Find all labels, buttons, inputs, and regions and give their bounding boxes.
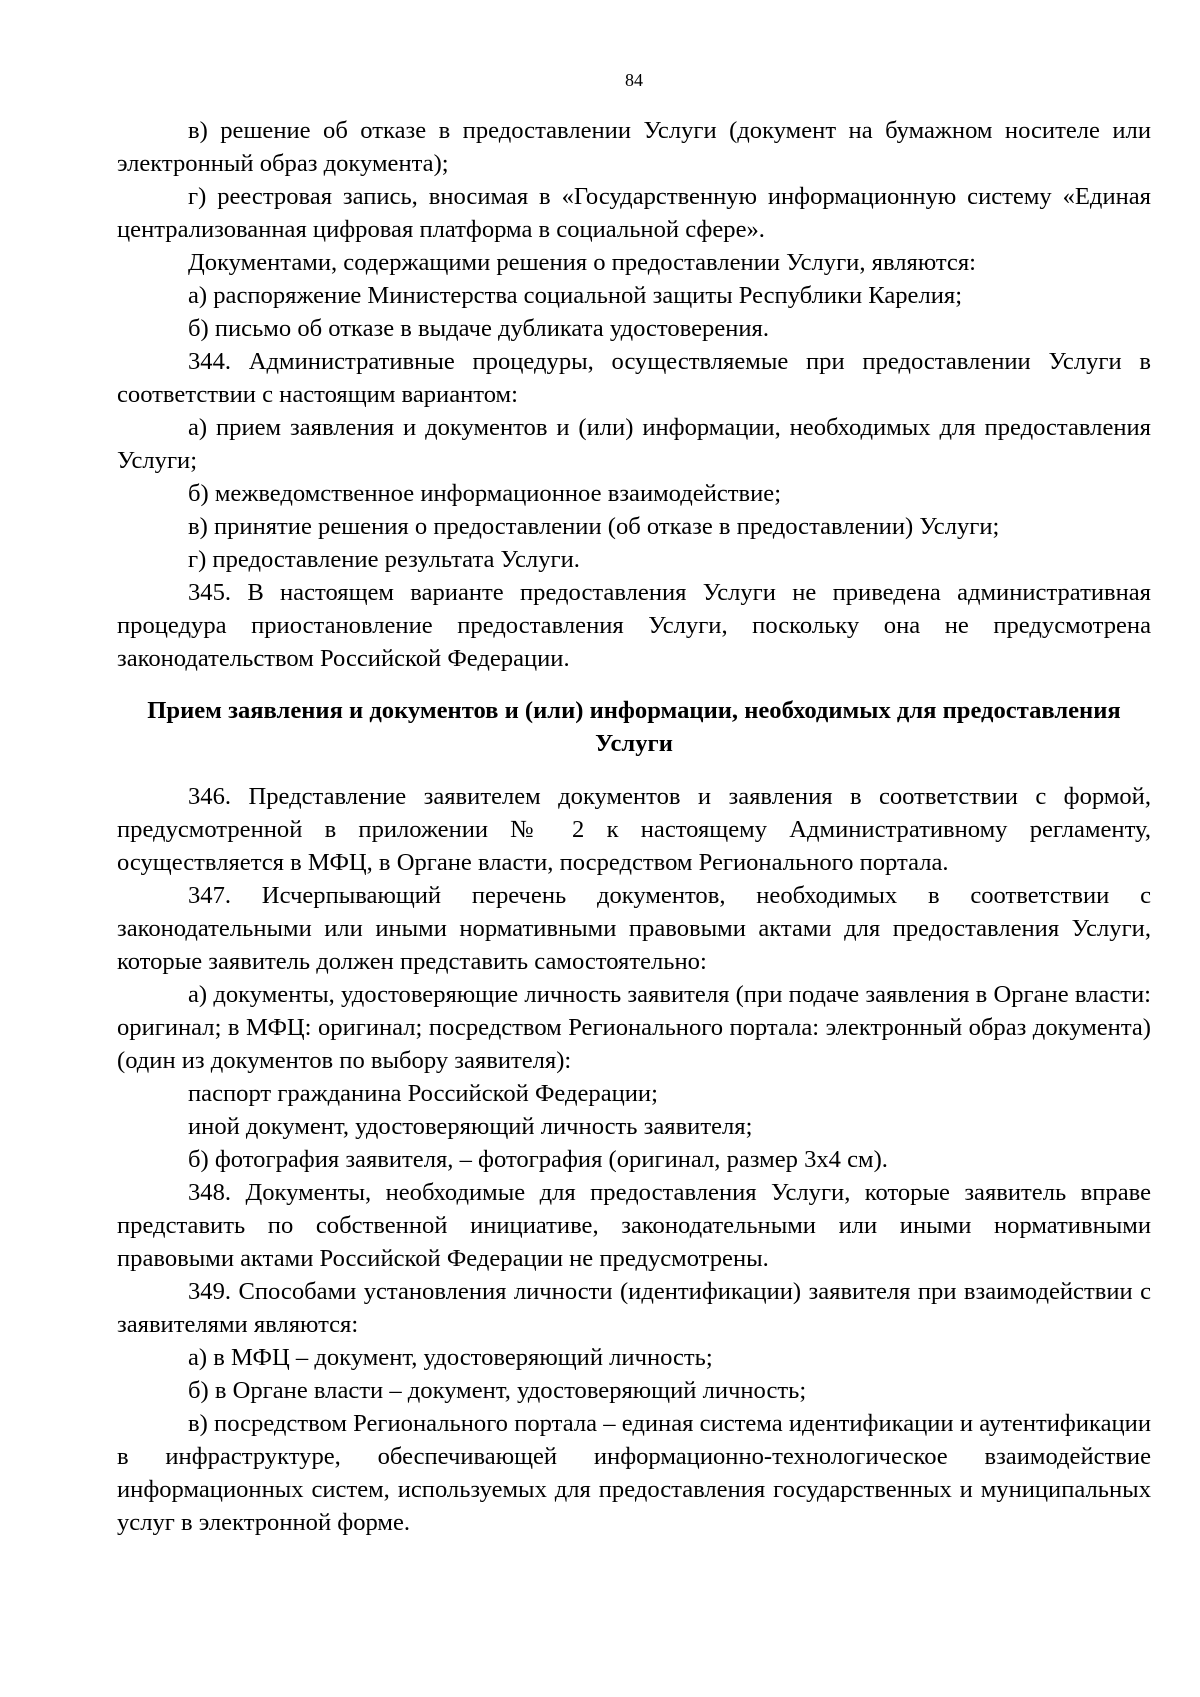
paragraph-344-b: б) межведомственное информационное взаимодействие; [188,480,782,507]
paragraph-345: 345. В настоящем варианте предоставления Услуги не приведена административная процедура приостановление предоставления Услуги, поскольку она не предусмотрена законодательством Российской Федерации. [117,579,1151,672]
spacer [117,760,1151,780]
spacer [117,675,1151,694]
paragraph-347-a: а) документы, удостоверяющие личность заявителя (при подаче заявления в Органе власти: оригинал; в МФЦ: оригинал; посредством Регионального портала: электронный образ документа) (один из документов по выбору заявителя): [117,981,1151,1074]
paragraph-ministry-order: а) распоряжение Министерства социальной защиты Республики Карелия; [188,282,963,309]
paragraph-346: 346. Представление заявителем документов и заявления в соответствии с формой, предусмотренной в приложении № 2 к настоящему Административному регламенту, осуществляется в МФЦ, в Органе власти, посредством Регионального портала. [117,783,1151,876]
paragraph-other-id: иной документ, удостоверяющий личность заявителя; [188,1113,753,1140]
paragraph-349-v: в) посредством Регионального портала – единая система идентификации и аутентификации в инфраструктуре, обеспечивающей информационно-технологическое взаимодействие информационных систем, используемых для предоставления государственных и муниципальных услуг в электронной форме. [117,1410,1151,1536]
paragraph-344-a: а) прием заявления и документов и (или) информации, необходимых для предоставления Услуги; [117,414,1151,474]
section-heading: Прием заявления и документов и (или) информации, необходимых для предоставления Услуги [147,697,1121,757]
paragraph-refusal-letter: б) письмо об отказе в выдаче дубликата удостоверения. [188,315,770,342]
paragraph-344: 344. Административные процедуры, осуществляемые при предоставлении Услуги в соответствии с настоящим вариантом: [117,348,1151,408]
paragraph-347-b: б) фотография заявителя, – фотография (оригинал, размер 3x4 см). [188,1146,888,1173]
paragraph-349-a: а) в МФЦ – документ, удостоверяющий личность; [188,1344,713,1371]
paragraph-passport: паспорт гражданина Российской Федерации; [188,1080,658,1107]
paragraph-decision-documents: Документами, содержащими решения о предоставлении Услуги, являются: [188,249,976,276]
paragraph-349-b: б) в Органе власти – документ, удостоверяющий личность; [188,1377,807,1404]
paragraph-344-v: в) принятие решения о предоставлении (об отказе в предоставлении) Услуги; [188,513,1000,540]
paragraph-349: 349. Способами установления личности (идентификации) заявителя при взаимодействии с заявителями являются: [117,1278,1151,1338]
document-page [117,68,1151,1539]
paragraph-decision-refusal: в) решение об отказе в предоставлении Услуги (документ на бумажном носителе или электронный образ документа); [117,117,1151,177]
paragraph-registry-entry: г) реестровая запись, вносимая в «Государственную информационную систему «Единая централизованная цифровая платформа в социальной сфере». [117,183,1151,243]
paragraph-348: 348. Документы, необходимые для предоставления Услуги, которые заявитель вправе представить по собственной инициативе, законодательными или иными нормативными правовыми актами Российской Федерации не предусмотрены. [117,1179,1151,1272]
page-number: 84 [625,70,643,90]
paragraph-344-g: г) предоставление результата Услуги. [188,546,580,573]
paragraph-347: 347. Исчерпывающий перечень документов, необходимых в соответствии с законодательными или иными нормативными правовыми актами для предоставления Услуги, которые заявитель должен представить самостоятельно: [117,882,1151,975]
